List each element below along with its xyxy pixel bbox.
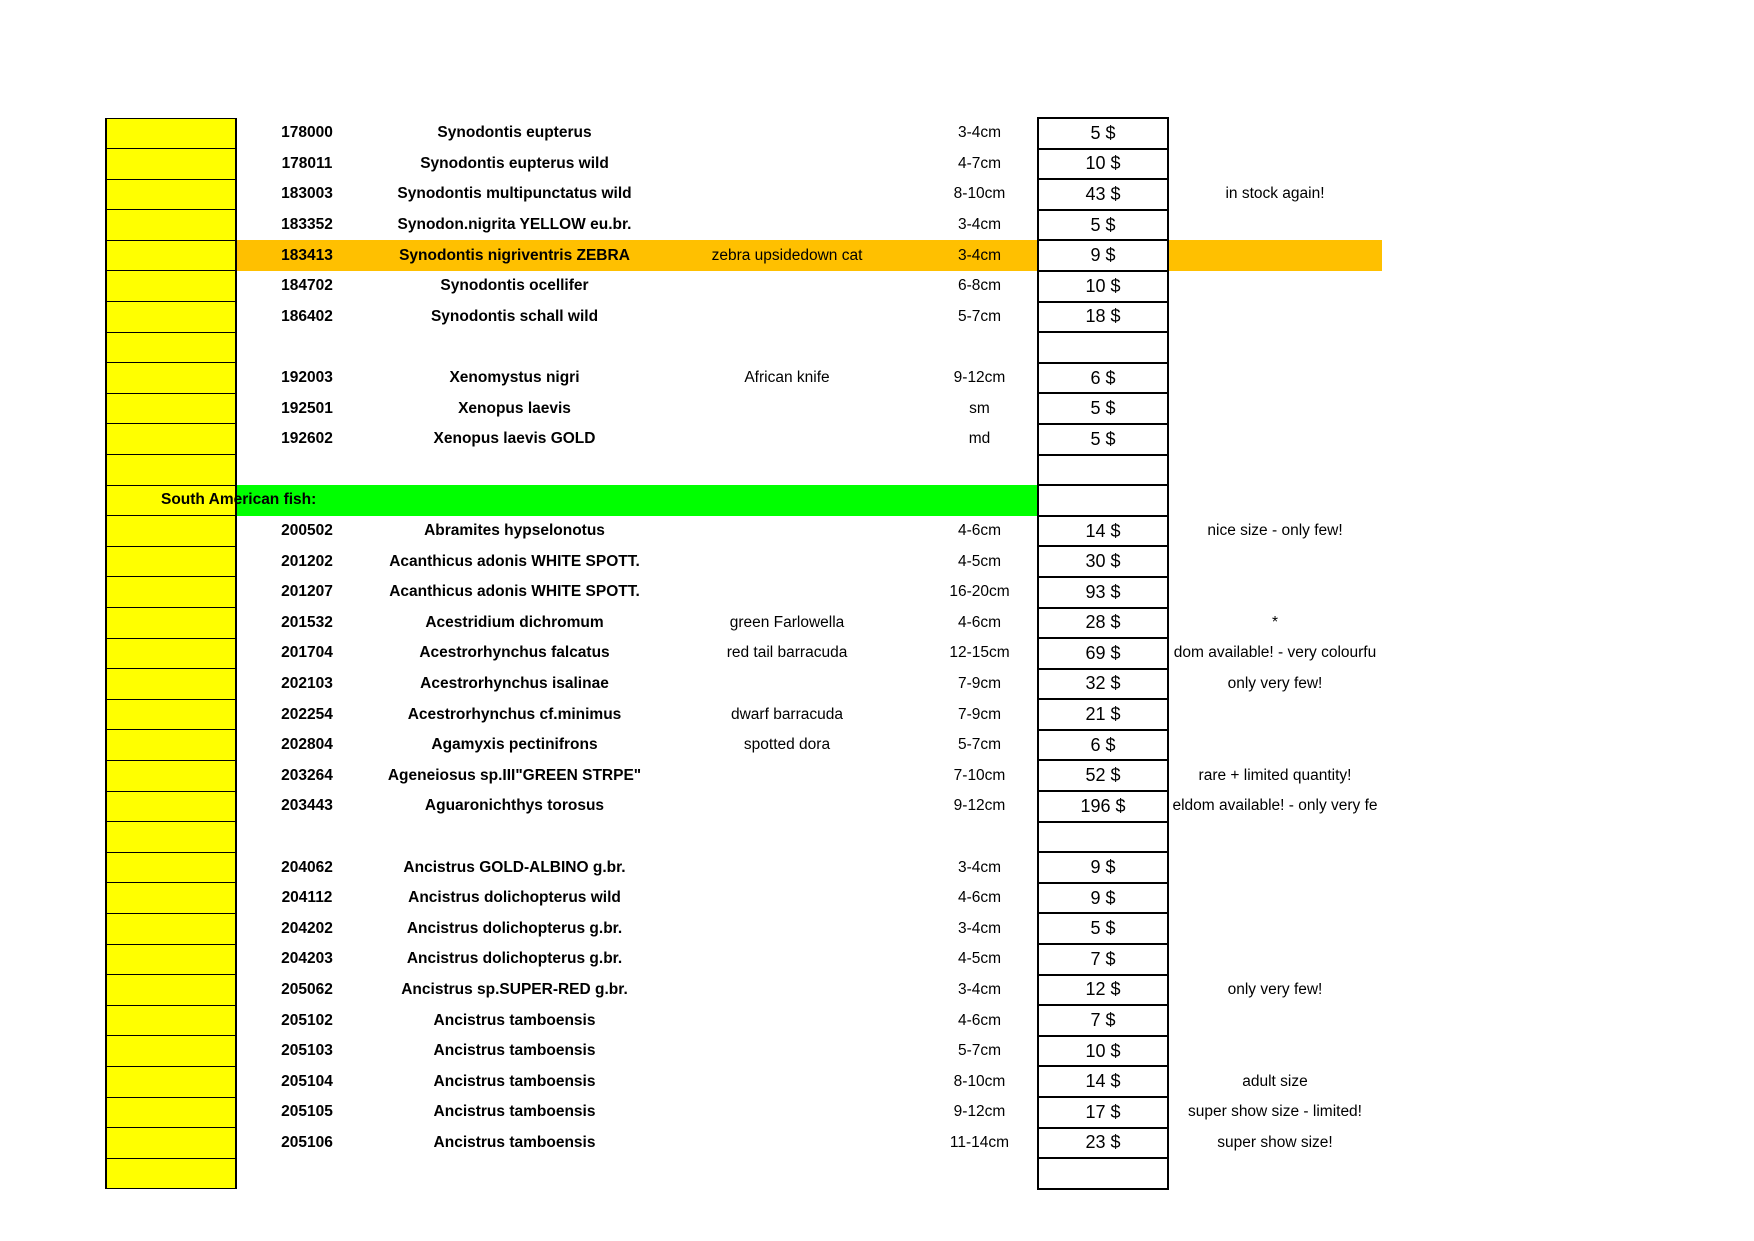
blank-row — [106, 1158, 1382, 1189]
price-cell — [1038, 485, 1168, 516]
item-common-name — [652, 669, 922, 700]
item-price: 6 $ — [1038, 730, 1168, 761]
yellow-box-cell — [106, 210, 236, 241]
item-code: 204112 — [281, 889, 333, 907]
item-price: 30 $ — [1038, 546, 1168, 577]
item-name: Agamyxis pectinifrons — [431, 736, 598, 754]
item-code: 186402 — [281, 307, 333, 325]
table-row — [106, 760, 1382, 791]
item-name: Synodontis nigriventris ZEBRA — [377, 240, 652, 271]
table-row — [106, 1005, 1382, 1036]
item-note — [1168, 913, 1382, 944]
item-common-name — [652, 975, 922, 1006]
item-name: Ageneiosus sp.III"GREEN STRPE" — [387, 766, 642, 784]
table-row — [106, 118, 1382, 149]
item-price: 9 $ — [1038, 240, 1168, 271]
yellow-box-cell — [106, 302, 236, 333]
item-code — [236, 332, 377, 363]
item-note — [1168, 271, 1382, 302]
yellow-box-cell — [106, 240, 236, 271]
item-note — [1168, 546, 1382, 577]
item-name: Ancistrus dolichopterus g.br. — [406, 950, 623, 968]
item-size: 6-8cm — [957, 277, 1002, 295]
item-name: Synodontis eupterus — [437, 124, 592, 142]
item-code: 192602 — [281, 430, 333, 448]
yellow-box-cell — [106, 699, 236, 730]
item-size — [922, 332, 1038, 363]
item-name: Ancistrus sp.SUPER-RED g.br. — [401, 980, 628, 998]
item-code: 201532 — [281, 613, 333, 631]
item-price: 10 $ — [1038, 149, 1168, 180]
item-common-name — [652, 577, 922, 608]
item-common-name — [652, 149, 922, 180]
item-note — [1168, 1036, 1382, 1067]
item-price: 32 $ — [1038, 669, 1168, 700]
item-size: 9-12cm — [953, 797, 1006, 815]
item-common-name: green Farlowella — [729, 613, 845, 631]
item-size: 4-7cm — [957, 154, 1002, 172]
item-name: Synodon.nigrita YELLOW eu.br. — [397, 216, 632, 234]
item-code: 178000 — [281, 124, 333, 142]
item-price: 6 $ — [1038, 363, 1168, 394]
item-common-name — [652, 913, 922, 944]
blank-row — [106, 455, 1382, 486]
item-size: 4-6cm — [957, 613, 1002, 631]
item-note — [1168, 393, 1382, 424]
yellow-box-cell — [106, 760, 236, 791]
item-note: only very few! — [1227, 980, 1323, 998]
yellow-box-cell — [106, 852, 236, 883]
item-size: 5-7cm — [957, 736, 1002, 754]
item-code: 183352 — [281, 216, 333, 234]
yellow-box-cell — [106, 1158, 236, 1189]
item-common-name — [652, 516, 922, 547]
item-price: 28 $ — [1038, 608, 1168, 639]
yellow-box-cell — [106, 393, 236, 424]
item-name — [377, 332, 652, 363]
note-cell — [1168, 485, 1382, 516]
item-size: sm — [969, 399, 990, 417]
item-note — [1168, 822, 1382, 853]
item-code: 202254 — [281, 705, 333, 723]
item-note — [1168, 149, 1382, 180]
table-row — [106, 546, 1382, 577]
item-common-name — [652, 179, 922, 210]
item-name: Ancistrus dolichopterus g.br. — [406, 919, 623, 937]
table-row — [106, 1036, 1382, 1067]
item-note — [1168, 424, 1382, 455]
table-row — [106, 302, 1382, 333]
item-size — [922, 1158, 1038, 1189]
table-row — [106, 791, 1382, 822]
item-price: 93 $ — [1038, 577, 1168, 608]
item-note: super show size - limited! — [1187, 1103, 1362, 1121]
item-size: 3-4cm — [957, 919, 1002, 937]
table-row — [106, 944, 1382, 975]
item-name: Acestrorhynchus cf.minimus — [407, 705, 622, 723]
yellow-box-cell — [106, 1097, 236, 1128]
yellow-box-cell — [106, 608, 236, 639]
yellow-box-cell — [106, 149, 236, 180]
item-note: in stock again! — [1225, 185, 1325, 203]
item-name: Ancistrus tamboensis — [433, 1103, 596, 1121]
item-common-name: spotted dora — [743, 736, 831, 754]
item-note — [1168, 302, 1382, 333]
yellow-box-cell — [106, 455, 236, 486]
item-size: 4-6cm — [957, 522, 1002, 540]
item-code: 204202 — [281, 919, 333, 937]
item-price: 52 $ — [1038, 760, 1168, 791]
yellow-box-cell — [106, 669, 236, 700]
item-note: eldom available! - only very fe — [1172, 797, 1378, 815]
item-size: 7-9cm — [957, 674, 1002, 692]
item-note: rare + limited quantity! — [1198, 766, 1352, 784]
item-code: 202804 — [281, 736, 333, 754]
item-code — [236, 822, 377, 853]
item-price: 43 $ — [1038, 179, 1168, 210]
item-code: 205102 — [281, 1011, 333, 1029]
yellow-box-cell — [106, 363, 236, 394]
item-common-name — [652, 393, 922, 424]
item-common-name — [652, 455, 922, 486]
item-code: 204062 — [281, 858, 333, 876]
item-name: Synodontis multipunctatus wild — [397, 185, 632, 203]
item-code: 204203 — [281, 950, 333, 968]
item-size: 3-4cm — [957, 980, 1002, 998]
item-price: 69 $ — [1038, 638, 1168, 669]
item-code: 201704 — [281, 644, 333, 662]
yellow-box-cell — [106, 332, 236, 363]
item-common-name — [652, 118, 922, 149]
item-name: Abramites hypselonotus — [424, 522, 605, 540]
item-common-name: red tail barracuda — [726, 644, 848, 662]
yellow-box-cell — [106, 1128, 236, 1159]
item-price: 5 $ — [1038, 913, 1168, 944]
item-name: Ancistrus tamboensis — [433, 1042, 596, 1060]
item-price: 14 $ — [1038, 516, 1168, 547]
item-name: Ancistrus tamboensis — [433, 1072, 596, 1090]
item-price: 21 $ — [1038, 699, 1168, 730]
yellow-box-cell — [106, 577, 236, 608]
item-common-name: zebra upsidedown cat — [652, 240, 922, 271]
item-price: 23 $ — [1038, 1128, 1168, 1159]
item-name: Ancistrus dolichopterus wild — [408, 889, 621, 907]
item-common-name — [652, 424, 922, 455]
blank-row — [106, 822, 1382, 853]
item-price: 7 $ — [1038, 944, 1168, 975]
item-size: 4-6cm — [957, 889, 1002, 907]
table-row — [106, 1097, 1382, 1128]
item-common-name: dwarf barracuda — [730, 705, 843, 723]
yellow-box-cell — [106, 118, 236, 149]
table-row — [106, 975, 1382, 1006]
item-note: super show size! — [1217, 1133, 1333, 1151]
item-note — [1168, 1158, 1382, 1189]
price-list-table — [105, 117, 1383, 1190]
table-row — [106, 638, 1382, 669]
yellow-box-cell — [106, 944, 236, 975]
item-price: 17 $ — [1038, 1097, 1168, 1128]
item-price: 9 $ — [1038, 852, 1168, 883]
yellow-box-cell — [106, 913, 236, 944]
item-note — [1168, 455, 1382, 486]
item-price: 10 $ — [1038, 1036, 1168, 1067]
item-common-name — [652, 1128, 922, 1159]
table-row — [106, 363, 1382, 394]
item-code: 202103 — [281, 674, 333, 692]
table-row — [106, 577, 1382, 608]
yellow-box-cell — [106, 546, 236, 577]
item-price: 5 $ — [1038, 393, 1168, 424]
item-name: Acestrorhynchus falcatus — [419, 644, 610, 662]
item-common-name: African knife — [744, 369, 830, 387]
item-size: md — [968, 430, 991, 448]
item-size: 5-7cm — [957, 307, 1002, 325]
item-common-name — [652, 852, 922, 883]
yellow-box-cell — [106, 822, 236, 853]
yellow-box-cell — [106, 516, 236, 547]
item-common-name — [652, 546, 922, 577]
item-common-name — [652, 944, 922, 975]
item-note — [1168, 210, 1382, 241]
item-size: 4-6cm — [957, 1011, 1002, 1029]
table-row — [106, 424, 1382, 455]
item-price: 12 $ — [1038, 975, 1168, 1006]
item-name: Acestridium dichromum — [425, 613, 604, 631]
item-name: Xenopus laevis GOLD — [433, 430, 596, 448]
table-row — [106, 608, 1382, 639]
item-code: 183413 — [236, 240, 377, 271]
item-note — [1168, 699, 1382, 730]
section-header-body — [106, 485, 1382, 516]
item-size: 7-10cm — [953, 766, 1006, 784]
table-row — [106, 730, 1382, 761]
table-row — [106, 271, 1382, 302]
item-code — [236, 1158, 377, 1189]
item-size: 12-15cm — [949, 644, 1010, 662]
item-note: dom available! - very colourfu — [1173, 644, 1377, 662]
item-price: 196 $ — [1038, 791, 1168, 822]
item-size: 3-4cm — [957, 858, 1002, 876]
item-common-name — [652, 332, 922, 363]
item-code: 205106 — [281, 1133, 333, 1151]
item-price: 18 $ — [1038, 302, 1168, 333]
item-name: Xenopus laevis — [458, 399, 571, 417]
item-note: only very few! — [1227, 674, 1323, 692]
section-title: South American fish: — [161, 491, 317, 509]
item-common-name — [652, 760, 922, 791]
table-row — [106, 1128, 1382, 1159]
item-note — [1168, 332, 1382, 363]
yellow-box-cell — [106, 791, 236, 822]
item-note — [1168, 852, 1382, 883]
item-code: 201202 — [281, 552, 333, 570]
item-price: 5 $ — [1038, 118, 1168, 149]
yellow-box-cell — [106, 179, 236, 210]
item-code: 203443 — [281, 797, 333, 815]
section-header-row — [106, 485, 1382, 516]
item-size: 16-20cm — [949, 583, 1010, 601]
table-row — [106, 210, 1382, 241]
item-note — [1168, 883, 1382, 914]
item-common-name — [652, 791, 922, 822]
item-price: 9 $ — [1038, 883, 1168, 914]
item-size: 3-4cm — [922, 240, 1038, 271]
item-common-name — [652, 1005, 922, 1036]
item-note — [1168, 577, 1382, 608]
item-size: 3-4cm — [957, 124, 1002, 142]
item-name: Acanthicus adonis WHITE SPOTT. — [389, 583, 640, 601]
item-common-name — [652, 1097, 922, 1128]
item-common-name — [652, 210, 922, 241]
yellow-box-cell — [106, 883, 236, 914]
item-code: 205103 — [281, 1042, 333, 1060]
table-row — [106, 393, 1382, 424]
item-size: 8-10cm — [953, 1072, 1006, 1090]
item-size: 7-9cm — [957, 705, 1002, 723]
item-name: Xenomystus nigri — [449, 369, 580, 387]
item-size — [922, 822, 1038, 853]
item-name — [377, 1158, 652, 1189]
item-price: 7 $ — [1038, 1005, 1168, 1036]
item-price: 14 $ — [1038, 1066, 1168, 1097]
item-note — [1168, 240, 1382, 271]
item-name: Ancistrus tamboensis — [433, 1133, 596, 1151]
item-code: 205062 — [281, 980, 333, 998]
item-name: Aguaronichthys torosus — [424, 797, 605, 815]
item-price: 5 $ — [1038, 424, 1168, 455]
item-note — [1168, 363, 1382, 394]
item-name: Ancistrus GOLD-ALBINO g.br. — [403, 858, 626, 876]
item-note: adult size — [1242, 1072, 1308, 1090]
table-row — [106, 516, 1382, 547]
table-row — [106, 699, 1382, 730]
table-row — [106, 179, 1382, 210]
item-code: 192501 — [281, 399, 333, 417]
table-row — [106, 669, 1382, 700]
item-name: Synodontis ocellifer — [440, 277, 589, 295]
table-row — [106, 240, 1382, 271]
item-size: 4-5cm — [957, 950, 1002, 968]
item-code: 184702 — [281, 277, 333, 295]
item-name: Synodontis schall wild — [430, 307, 599, 325]
item-note — [1168, 944, 1382, 975]
item-price — [1038, 822, 1168, 853]
item-code: 201207 — [281, 583, 333, 601]
table-row — [106, 1066, 1382, 1097]
item-note — [1168, 730, 1382, 761]
table-row — [106, 913, 1382, 944]
item-size: 9-12cm — [953, 1103, 1006, 1121]
item-common-name — [652, 1158, 922, 1189]
item-price: 5 $ — [1038, 210, 1168, 241]
yellow-box-cell — [106, 271, 236, 302]
item-size: 4-5cm — [957, 552, 1002, 570]
yellow-box-cell — [106, 1036, 236, 1067]
table-body-after — [106, 516, 1382, 1189]
item-common-name — [652, 1066, 922, 1097]
item-size — [922, 455, 1038, 486]
item-code: 205105 — [281, 1103, 333, 1121]
item-common-name — [652, 822, 922, 853]
section-title-cell — [161, 485, 1038, 516]
item-code: 183003 — [281, 185, 333, 203]
item-price — [1038, 332, 1168, 363]
yellow-box-cell — [106, 1005, 236, 1036]
yellow-box-cell — [106, 730, 236, 761]
item-price — [1038, 1158, 1168, 1189]
item-common-name — [652, 1036, 922, 1067]
table-row — [106, 852, 1382, 883]
item-note — [1168, 1005, 1382, 1036]
item-name — [377, 822, 652, 853]
item-price — [1038, 455, 1168, 486]
item-code: 192003 — [281, 369, 333, 387]
item-note: * — [1271, 613, 1279, 631]
yellow-box-cell — [106, 975, 236, 1006]
yellow-box-cell — [106, 424, 236, 455]
yellow-box-cell — [106, 638, 236, 669]
item-common-name — [652, 883, 922, 914]
item-name: Acestrorhynchus isalinae — [420, 674, 609, 692]
item-code — [236, 455, 377, 486]
item-price: 10 $ — [1038, 271, 1168, 302]
table-body-before — [106, 118, 1382, 485]
item-common-name — [652, 271, 922, 302]
item-name: Ancistrus tamboensis — [433, 1011, 596, 1029]
item-name: Acanthicus adonis WHITE SPOTT. — [389, 552, 640, 570]
item-size: 5-7cm — [957, 1042, 1002, 1060]
item-code: 203264 — [281, 766, 333, 784]
item-size: 11-14cm — [949, 1133, 1010, 1151]
yellow-box-cell — [106, 1066, 236, 1097]
item-size: 8-10cm — [953, 185, 1006, 203]
item-code: 205104 — [281, 1072, 333, 1090]
item-name: Synodontis eupterus wild — [420, 154, 609, 172]
table-row — [106, 883, 1382, 914]
item-note — [1168, 118, 1382, 149]
item-name — [377, 455, 652, 486]
item-code: 200502 — [281, 522, 333, 540]
item-code: 178011 — [281, 154, 333, 172]
item-size: 9-12cm — [953, 369, 1006, 387]
table-row — [106, 149, 1382, 180]
item-size: 3-4cm — [957, 216, 1002, 234]
item-common-name — [652, 302, 922, 333]
item-note: nice size - only few! — [1207, 522, 1343, 540]
blank-row — [106, 332, 1382, 363]
